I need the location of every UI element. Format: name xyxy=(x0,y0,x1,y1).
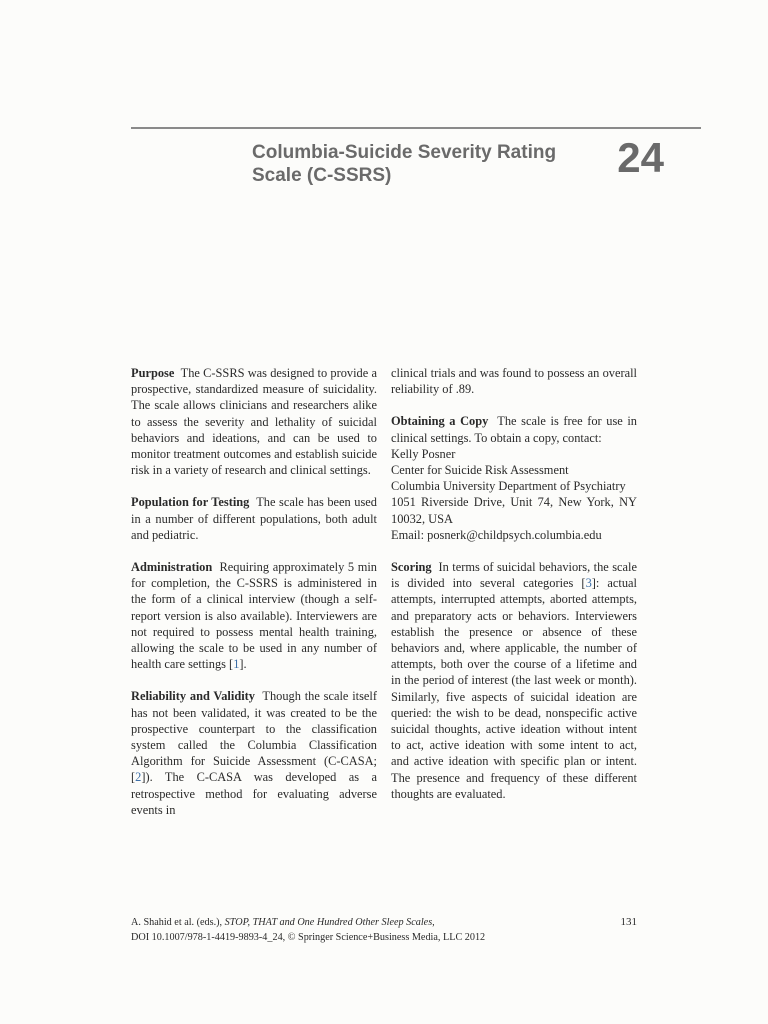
population-heading: Population for Testing xyxy=(131,495,250,510)
scoring-heading: Scoring xyxy=(391,560,432,575)
scoring-paragraph xyxy=(391,559,637,802)
reference-link-3[interactable]: 3 xyxy=(585,576,592,591)
title-line-2: Scale (C-SSRS) xyxy=(252,165,392,186)
contact-organization: Center for Suicide Risk Assessment xyxy=(391,463,569,478)
obtaining-heading: Obtaining a Copy xyxy=(391,414,489,429)
reliability-text: Though the scale itself has not been validated, it was created to be the prospective counterpart to the classification system called the Columbia Classification Algorithm for Suicide Assessment (C-CASA; [ xyxy=(131,689,378,785)
citation-prefix: A. Shahid et al. (eds.), xyxy=(131,917,225,928)
scoring-text: In terms of suicidal behaviors, the scale is divided into several categories [ xyxy=(391,560,637,591)
reliability-text-end: ]). The C-CASA was developed as a retrospective method for evaluating adverse events in xyxy=(131,770,377,817)
page-title xyxy=(252,141,582,187)
citation-line xyxy=(131,915,637,930)
administration-paragraph xyxy=(131,559,377,672)
left-column xyxy=(131,365,377,834)
reliability-heading: Reliability and Validity xyxy=(131,689,255,704)
administration-text: Requiring approximately 5 min for completion, the C-SSRS is administered in the form of a clinical interview (though a self-report version is also available). Interviewers are not required to possess mental health training, allowing the scale to be used in any number of health care settings [ xyxy=(131,560,377,672)
contact-email[interactable]: Email: posnerk@childpsych.columbia.edu xyxy=(391,527,602,542)
scoring-text-end: ]: actual attempts, interrupted attempts, aborted attempts, and preparatory acts or behaviors. Interviewers establish the presence or absence of these behaviors and, where applicable, the number of attempts, both over the course of a lifetime and in the period of interest (the last week or month). Similarly, five aspects of suicidal ideation are queried: the wish to be dead, nonspecific active suicidal thoughts, active ideation without intent to act, active ideation with some intent to act, and active ideation with specific plan or intent. The presence and frequency of these different thoughts are evaluated. xyxy=(391,576,637,801)
reliability-paragraph xyxy=(131,688,377,818)
purpose-text: The C-SSRS was designed to provide a prospective, standardized measure of suicidality. The scale allows clinicians and researchers alike to assess the severity and lethality of suicidal behaviors and ideations, and can be used to monitor treatment outcomes and establish suicide risk in a variety of research and clinical settings. xyxy=(131,366,377,478)
reference-link-2[interactable]: 2 xyxy=(135,770,142,785)
obtaining-text: The scale is free for use in clinical settings. To obtain a copy, contact: xyxy=(391,414,637,445)
reference-link-1[interactable]: 1 xyxy=(233,657,240,672)
reliability-continued-text: clinical trials and was found to possess an overall reliability of .89. xyxy=(391,366,637,397)
population-paragraph xyxy=(131,494,377,543)
administration-text-end: ]. xyxy=(239,657,247,672)
administration-heading: Administration xyxy=(131,560,213,575)
contact-name: Kelly Posner xyxy=(391,446,456,461)
right-column xyxy=(391,365,637,818)
purpose-paragraph xyxy=(131,365,377,478)
obtaining-paragraph xyxy=(391,413,637,543)
citation-title: STOP, THAT and One Hundred Other Sleep Scales, xyxy=(224,917,435,928)
title-line-1: Columbia-Suicide Severity Rating xyxy=(252,142,557,163)
footer-citation xyxy=(131,915,637,945)
top-rule xyxy=(131,127,701,129)
purpose-heading: Purpose xyxy=(131,366,175,380)
doi-line: DOI 10.1007/978-1-4419-9893-4_24, © Springer Science+Business Media, LLC 2012 xyxy=(131,932,486,943)
contact-address: 1051 Riverside Drive, Unit 74, New York, NY 10032, USA xyxy=(391,495,637,526)
population-text: The scale has been used in a number of different populations, both adult and pediatric. xyxy=(131,495,377,542)
page-number: 131 xyxy=(620,916,637,928)
reliability-continued-paragraph xyxy=(391,365,637,397)
contact-department: Columbia University Department of Psychiatry xyxy=(391,479,626,494)
chapter-number: 24 xyxy=(617,134,664,181)
